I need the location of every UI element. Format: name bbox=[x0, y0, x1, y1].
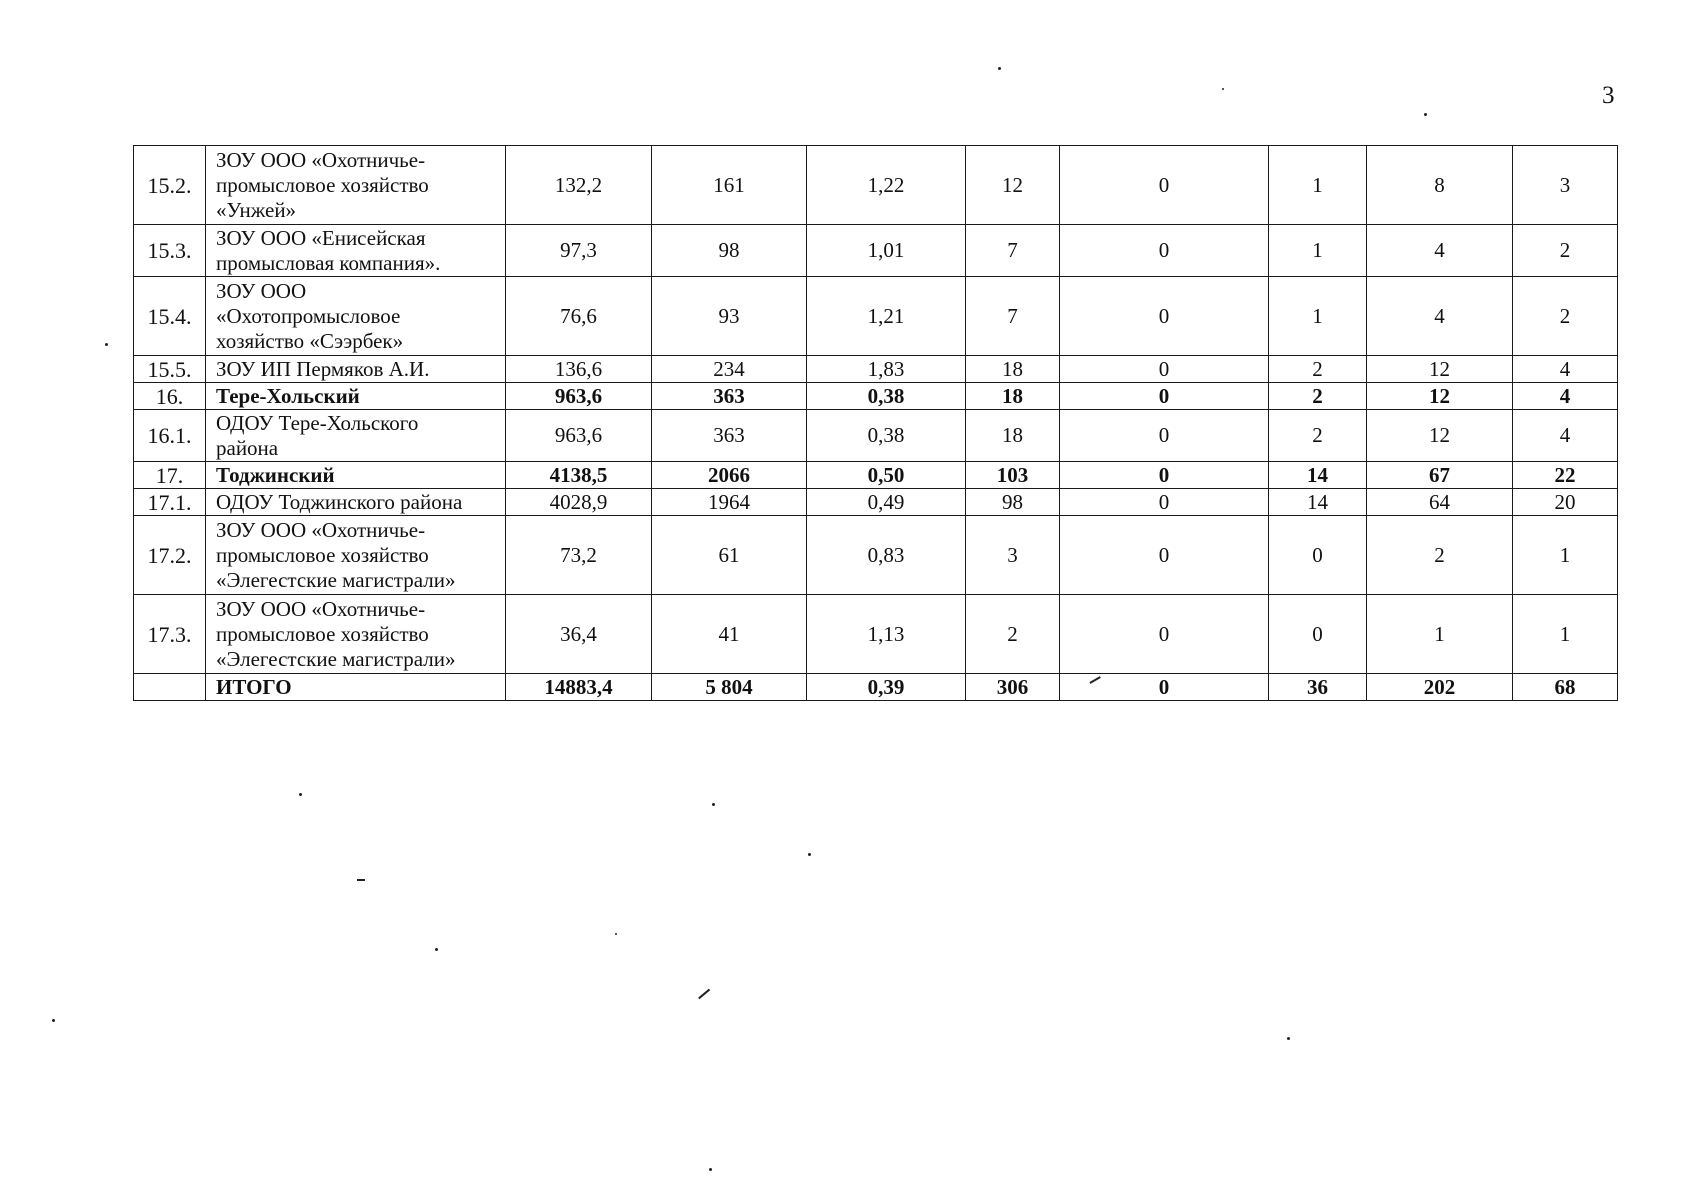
value-cell: 18 bbox=[966, 383, 1060, 410]
row-number-cell: 15.5. bbox=[134, 356, 206, 383]
value-cell: 2 bbox=[1269, 383, 1367, 410]
value-cell: 4 bbox=[1367, 277, 1513, 356]
value-cell: 98 bbox=[966, 489, 1060, 516]
value-cell: 0 bbox=[1060, 146, 1269, 225]
total-label-cell: ИТОГО bbox=[206, 674, 506, 701]
value-cell: 0,50 bbox=[807, 462, 966, 489]
value-cell: 0,38 bbox=[807, 383, 966, 410]
value-cell: 4 bbox=[1367, 225, 1513, 277]
value-cell: 1 bbox=[1367, 595, 1513, 674]
row-name-line: «Охотопромысловое bbox=[216, 303, 401, 328]
value-cell: 18 bbox=[966, 410, 1060, 462]
value-cell: 20 bbox=[1513, 489, 1618, 516]
row-name-line: Тоджинский bbox=[216, 462, 335, 487]
value-cell: 3 bbox=[966, 516, 1060, 595]
value-cell: 0 bbox=[1060, 410, 1269, 462]
scan-speck bbox=[998, 67, 1001, 70]
value-cell: 0 bbox=[1060, 462, 1269, 489]
data-table bbox=[133, 145, 1618, 701]
value-cell: 4138,5 bbox=[506, 462, 652, 489]
value-cell: 1 bbox=[1269, 225, 1367, 277]
scan-speck bbox=[615, 933, 617, 935]
value-cell: 7 bbox=[966, 277, 1060, 356]
value-cell: 132,2 bbox=[506, 146, 652, 225]
row-name-line: ЗОУ ИП Пермяков А.И. bbox=[216, 356, 430, 381]
value-cell: 97,3 bbox=[506, 225, 652, 277]
value-cell: 22 bbox=[1513, 462, 1618, 489]
value-cell: 0 bbox=[1060, 356, 1269, 383]
value-cell: 12 bbox=[966, 146, 1060, 225]
row-name-line: ОДОУ Тере-Хольского bbox=[216, 410, 419, 435]
row-number-cell: 15.3. bbox=[134, 225, 206, 277]
row-name-line: ЗОУ ООО «Охотничье- bbox=[216, 596, 426, 621]
row-name-line: промысловое хозяйство bbox=[216, 172, 429, 197]
row-name-line: «Унжей» bbox=[216, 197, 297, 222]
value-cell: 2 bbox=[1269, 410, 1367, 462]
total-value-cell: 0 bbox=[1060, 674, 1269, 701]
value-cell: 1 bbox=[1513, 516, 1618, 595]
value-cell: 2 bbox=[1367, 516, 1513, 595]
value-cell: 0,49 bbox=[807, 489, 966, 516]
row-name-cell bbox=[206, 356, 506, 383]
value-cell: 234 bbox=[652, 356, 807, 383]
value-cell: 0,83 bbox=[807, 516, 966, 595]
value-cell: 14 bbox=[1269, 462, 1367, 489]
value-cell: 161 bbox=[652, 146, 807, 225]
scan-speck bbox=[1424, 113, 1427, 116]
row-name-cell bbox=[206, 410, 506, 462]
value-cell: 76,6 bbox=[506, 277, 652, 356]
total-value-cell: 14883,4 bbox=[506, 674, 652, 701]
value-cell: 1,83 bbox=[807, 356, 966, 383]
scan-speck bbox=[1222, 88, 1224, 90]
page-number: 3 bbox=[1602, 82, 1615, 109]
row-number-cell: 15.4. bbox=[134, 277, 206, 356]
total-value-cell: 5 804 bbox=[652, 674, 807, 701]
row-number-cell: 16.1. bbox=[134, 410, 206, 462]
value-cell: 0 bbox=[1060, 595, 1269, 674]
table-row bbox=[134, 356, 1618, 383]
value-cell: 963,6 bbox=[506, 383, 652, 410]
table-row bbox=[134, 595, 1618, 674]
value-cell: 4028,9 bbox=[506, 489, 652, 516]
row-name-line: «Элегестские магистрали» bbox=[216, 567, 456, 592]
table-row bbox=[134, 516, 1618, 595]
value-cell: 363 bbox=[652, 383, 807, 410]
row-name-line: хозяйство «Сээрбек» bbox=[216, 328, 404, 353]
scan-speck bbox=[299, 793, 302, 796]
table-row bbox=[134, 410, 1618, 462]
value-cell: 2 bbox=[1269, 356, 1367, 383]
table-body bbox=[134, 146, 1618, 701]
table-row bbox=[134, 146, 1618, 225]
value-cell: 0 bbox=[1060, 516, 1269, 595]
value-cell: 4 bbox=[1513, 356, 1618, 383]
value-cell: 363 bbox=[652, 410, 807, 462]
value-cell: 1 bbox=[1269, 146, 1367, 225]
scan-mark bbox=[357, 879, 365, 881]
value-cell: 1,01 bbox=[807, 225, 966, 277]
row-name-line: ЗОУ ООО «Охотничье- bbox=[216, 517, 426, 542]
value-cell: 64 bbox=[1367, 489, 1513, 516]
value-cell: 0,38 bbox=[807, 410, 966, 462]
total-value-cell: 0,39 bbox=[807, 674, 966, 701]
total-value-cell: 68 bbox=[1513, 674, 1618, 701]
row-name-line: ЗОУ ООО bbox=[216, 278, 307, 303]
scan-mark bbox=[698, 989, 710, 999]
value-cell: 12 bbox=[1367, 383, 1513, 410]
row-name-line: района bbox=[216, 435, 279, 460]
row-number-cell: 16. bbox=[134, 383, 206, 410]
value-cell: 1 bbox=[1513, 595, 1618, 674]
value-cell: 1964 bbox=[652, 489, 807, 516]
value-cell: 103 bbox=[966, 462, 1060, 489]
value-cell: 1,22 bbox=[807, 146, 966, 225]
row-name-cell bbox=[206, 516, 506, 595]
value-cell: 67 bbox=[1367, 462, 1513, 489]
row-number-cell: 17.1. bbox=[134, 489, 206, 516]
row-name-line: «Элегестские магистрали» bbox=[216, 646, 456, 671]
row-name-cell bbox=[206, 146, 506, 225]
value-cell: 0 bbox=[1060, 277, 1269, 356]
row-number-cell: 15.2. bbox=[134, 146, 206, 225]
value-cell: 2 bbox=[966, 595, 1060, 674]
value-cell: 18 bbox=[966, 356, 1060, 383]
value-cell: 1 bbox=[1269, 277, 1367, 356]
value-cell: 3 bbox=[1513, 146, 1618, 225]
row-name-line: ЗОУ ООО «Енисейская bbox=[216, 225, 426, 250]
value-cell: 0 bbox=[1060, 489, 1269, 516]
row-number-cell: 17.3. bbox=[134, 595, 206, 674]
value-cell: 41 bbox=[652, 595, 807, 674]
row-name-line: ЗОУ ООО «Охотничье- bbox=[216, 147, 426, 172]
total-row bbox=[134, 674, 1618, 701]
row-name-line: ОДОУ Тоджинского района bbox=[216, 489, 463, 514]
value-cell: 0 bbox=[1060, 225, 1269, 277]
value-cell: 4 bbox=[1513, 383, 1618, 410]
value-cell: 14 bbox=[1269, 489, 1367, 516]
scan-speck bbox=[1287, 1037, 1290, 1040]
row-number-cell: 17.2. bbox=[134, 516, 206, 595]
row-name-cell bbox=[206, 277, 506, 356]
total-value-cell: 202 bbox=[1367, 674, 1513, 701]
scan-speck bbox=[52, 1019, 55, 1022]
scan-speck bbox=[105, 343, 108, 346]
value-cell: 36,4 bbox=[506, 595, 652, 674]
value-cell: 1,13 bbox=[807, 595, 966, 674]
value-cell: 61 bbox=[652, 516, 807, 595]
value-cell: 73,2 bbox=[506, 516, 652, 595]
row-name-line: промысловая компания». bbox=[216, 250, 441, 275]
value-cell: 98 bbox=[652, 225, 807, 277]
value-cell: 0 bbox=[1060, 383, 1269, 410]
value-cell: 8 bbox=[1367, 146, 1513, 225]
value-cell: 7 bbox=[966, 225, 1060, 277]
row-name-cell bbox=[206, 462, 506, 489]
value-cell: 0 bbox=[1269, 595, 1367, 674]
value-cell: 4 bbox=[1513, 410, 1618, 462]
scan-speck bbox=[709, 1168, 712, 1171]
scan-speck bbox=[435, 948, 438, 951]
row-name-cell bbox=[206, 225, 506, 277]
table-row bbox=[134, 277, 1618, 356]
value-cell: 12 bbox=[1367, 410, 1513, 462]
value-cell: 963,6 bbox=[506, 410, 652, 462]
row-number-cell: 17. bbox=[134, 462, 206, 489]
value-cell: 2066 bbox=[652, 462, 807, 489]
total-value-cell: 306 bbox=[966, 674, 1060, 701]
value-cell: 2 bbox=[1513, 277, 1618, 356]
value-cell: 0 bbox=[1269, 516, 1367, 595]
value-cell: 2 bbox=[1513, 225, 1618, 277]
table-row bbox=[134, 462, 1618, 489]
total-value-cell: 36 bbox=[1269, 674, 1367, 701]
value-cell: 12 bbox=[1367, 356, 1513, 383]
row-name-line: промысловое хозяйство bbox=[216, 542, 429, 567]
value-cell: 93 bbox=[652, 277, 807, 356]
scan-speck bbox=[712, 803, 715, 806]
row-name-line: Тере-Хольский bbox=[216, 383, 360, 408]
row-name-cell bbox=[206, 595, 506, 674]
table-row bbox=[134, 489, 1618, 516]
row-name-line: промысловое хозяйство bbox=[216, 621, 429, 646]
scan-speck bbox=[808, 853, 811, 856]
value-cell: 136,6 bbox=[506, 356, 652, 383]
row-name-cell bbox=[206, 383, 506, 410]
value-cell: 1,21 bbox=[807, 277, 966, 356]
row-name-cell bbox=[206, 489, 506, 516]
table-row bbox=[134, 383, 1618, 410]
table-row bbox=[134, 225, 1618, 277]
total-number-cell bbox=[134, 674, 206, 701]
